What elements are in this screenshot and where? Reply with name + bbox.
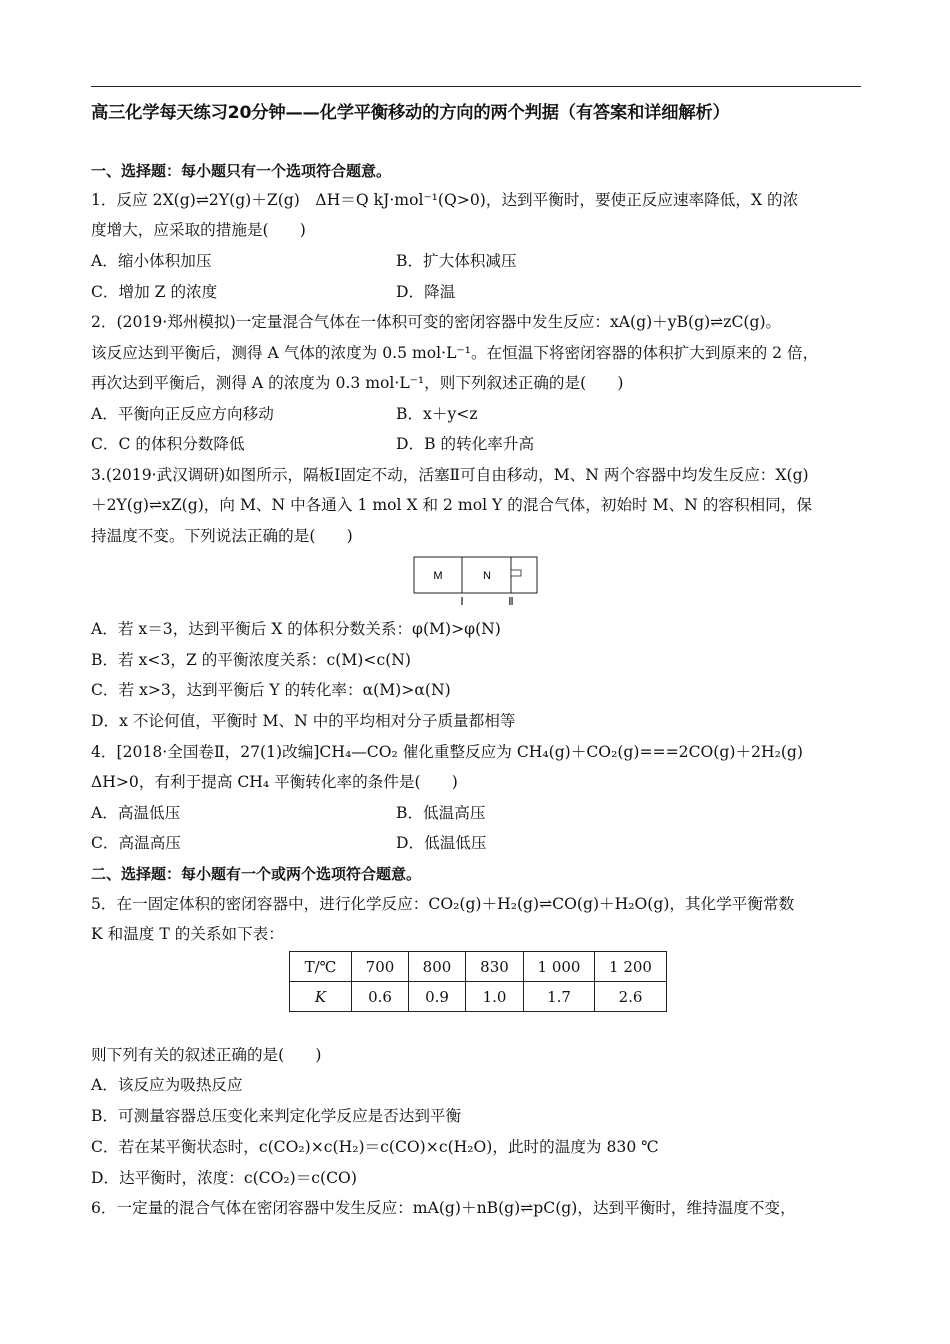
- label-n: N: [483, 570, 491, 582]
- table-row-temperature: [290, 952, 667, 982]
- q2-stem-line2: 该反应达到平衡后，测得 A 气体的浓度为 0.5 mol·L⁻¹。在恒温下将密闭容器的体积扩大到原来的 2 倍，: [91, 344, 819, 362]
- table-cell: 1 000: [524, 952, 595, 982]
- q4-option-b: B．低温高压: [396, 804, 486, 822]
- q2-stem-line3: 再次达到平衡后，测得 A 的浓度为 0.3 mol·L⁻¹，则下列叙述正确的是( ): [91, 374, 624, 392]
- q5-option-a: A．该反应为吸热反应: [91, 1076, 243, 1094]
- q1-stem-line1: 1．反应 2X(g)⇌2Y(g)＋Z(g) ΔH＝Q kJ·mol⁻¹(Q>0)，达到平衡时，要使正反应速率降低，X 的浓: [91, 191, 799, 209]
- q4-stem-line2: ΔH>0，有利于提高 CH₄ 平衡转化率的条件是( ): [91, 773, 458, 791]
- q3-option-a: A．若 x＝3，达到平衡后 X 的体积分数关系：φ(M)>φ(N): [91, 620, 501, 638]
- q2-stem-line1: 2．(2019·郑州模拟)一定量混合气体在一体积可变的密闭容器中发生反应：xA(g)＋yB(g)⇌zC(g)。: [91, 313, 782, 331]
- k-vs-t-table: [289, 951, 667, 1012]
- q2-option-b: B．x＋y<z: [396, 405, 478, 423]
- q1-option-a: A．缩小体积加压: [91, 252, 212, 270]
- q5-stem-line1: 5．在一固定体积的密闭容器中，进行化学反应：CO₂(g)＋H₂(g)⇌CO(g)＋H₂O(g)，其化学平衡常数: [91, 895, 795, 913]
- q5-option-c: C．若在某平衡状态时，c(CO₂)×c(H₂)＝c(CO)×c(H₂O)，此时的温度为 830 ℃: [91, 1138, 659, 1156]
- piston-handle: [511, 570, 521, 576]
- q3-option-c: C．若 x>3，达到平衡后 Y 的转化率：α(M)>α(N): [91, 681, 451, 699]
- label-m: M: [433, 570, 443, 582]
- table-cell: 1.7: [524, 982, 595, 1012]
- table-cell: 0.9: [409, 982, 466, 1012]
- label-partition-1: Ⅰ: [460, 596, 464, 608]
- q4-option-a: A．高温低压: [91, 804, 181, 822]
- table-cell: 1.0: [466, 982, 524, 1012]
- table-cell: 830: [466, 952, 524, 982]
- q5-stem-line3: 则下列有关的叙述正确的是( ): [91, 1046, 322, 1064]
- table-cell: 1 200: [595, 952, 667, 982]
- label-piston-2: Ⅱ: [508, 596, 514, 608]
- document-title: 高三化学每天练习20分钟——化学平衡移动的方向的两个判据（有答案和详细解析）: [91, 103, 730, 123]
- q4-option-d: D．低温低压: [396, 834, 487, 852]
- table-cell: K: [290, 982, 352, 1012]
- q3-option-b: B．若 x<3，Z 的平衡浓度关系：c(M)<c(N): [91, 651, 411, 669]
- q3-stem-line1: 3.(2019·武汉调研)如图所示，隔板Ⅰ固定不动，活塞Ⅱ可自由移动，M、N 两个容器中均发生反应：X(g): [91, 466, 809, 484]
- q4-option-c: C．高温高压: [91, 834, 181, 852]
- table-cell: 0.6: [352, 982, 409, 1012]
- header-rule: [91, 86, 861, 87]
- section-heading-2: 二、选择题：每小题有一个或两个选项符合题意。: [91, 865, 422, 883]
- q4-stem-line1: 4．[2018·全国卷Ⅱ，27(1)改编]CH₄—CO₂ 催化重整反应为 CH₄(g)＋CO₂(g)===2CO(g)＋2H₂(g): [91, 743, 803, 761]
- q2-option-a: A．平衡向正反应方向移动: [91, 405, 274, 423]
- table-cell: 700: [352, 952, 409, 982]
- q3-stem-line2: ＋2Y(g)⇌xZ(g)，向 M、N 中各通入 1 mol X 和 2 mol Y 的混合气体，初始时 M、N 的容积相同，保: [91, 496, 812, 514]
- table-cell: 2.6: [595, 982, 667, 1012]
- q5-option-d: D．达平衡时，浓度：c(CO₂)＝c(CO): [91, 1169, 357, 1187]
- section-heading-1: 一、选择题：每小题只有一个选项符合题意。: [91, 162, 392, 180]
- q3-option-d: D．x 不论何值，平衡时 M、N 中的平均相对分子质量都相等: [91, 712, 516, 730]
- table-row-k: [290, 982, 667, 1012]
- q1-option-d: D．降温: [396, 283, 456, 301]
- q2-option-d: D．B 的转化率升高: [396, 435, 535, 453]
- q1-stem-line2: 度增大，应采取的措施是( ): [91, 221, 306, 239]
- q3-stem-line3: 持温度不变。下列说法正确的是( ): [91, 527, 353, 545]
- q5-stem-line2: K 和温度 T 的关系如下表：: [91, 925, 284, 943]
- q1-option-c: C．增加 Z 的浓度: [91, 283, 218, 301]
- table-cell: T/℃: [290, 952, 352, 982]
- q6-stem-line1: 6．一定量的混合气体在密闭容器中发生反应：mA(g)＋nB(g)⇌pC(g)，达到平衡时，维持温度不变，: [91, 1199, 796, 1217]
- container-diagram: [413, 555, 543, 610]
- table-cell: 800: [409, 952, 466, 982]
- q2-option-c: C．C 的体积分数降低: [91, 435, 245, 453]
- q1-option-b: B．扩大体积减压: [396, 252, 517, 270]
- q5-option-b: B．可测量容器总压变化来判定化学反应是否达到平衡: [91, 1107, 462, 1125]
